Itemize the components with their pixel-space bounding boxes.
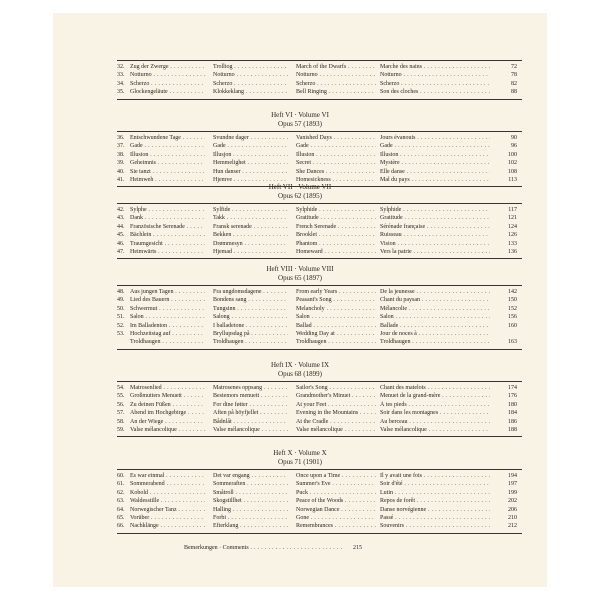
- title-french: Lutin . . .: [380, 489, 490, 497]
- page-number: 136: [508, 248, 517, 255]
- title-norwegian: Hjemve . . .: [213, 176, 288, 184]
- piece-row: [53, 392, 547, 400]
- title-french: Souvenirs . . .: [380, 522, 490, 530]
- piece-row: [53, 305, 547, 313]
- piece-list: [53, 472, 547, 531]
- title-german: Gade . . .: [130, 142, 205, 150]
- title-english: Wedding Day at . . .: [296, 330, 376, 338]
- piece-number: 64.: [117, 506, 125, 513]
- piece-number: 41.: [117, 176, 125, 183]
- piece-number: 53.: [117, 330, 125, 337]
- title-english: Gone . . .: [296, 514, 376, 522]
- title-german: Es war einmal . . .: [130, 472, 205, 480]
- title-german: Illusion . . .: [130, 151, 205, 159]
- piece-number: 55.: [117, 393, 125, 400]
- title-english: Brooklet . . .: [296, 231, 376, 239]
- piece-number: 62.: [117, 489, 125, 496]
- divider-top: [117, 469, 522, 470]
- page-number: 90: [511, 135, 517, 141]
- title-norwegian: Valse mélancolique . . .: [213, 426, 288, 434]
- piece-number: 58.: [117, 418, 125, 425]
- piece-number: 32.: [117, 64, 125, 70]
- piece-row: [53, 384, 547, 392]
- piece-list: [53, 134, 547, 184]
- page-number: 72: [511, 64, 517, 70]
- title-english: Puck . . .: [296, 489, 376, 497]
- page-number: 188: [508, 426, 517, 433]
- piece-row: [53, 426, 547, 434]
- title-french: Troldhaugen . . .: [380, 338, 490, 346]
- title-german: Heimweh . . .: [130, 176, 205, 184]
- page-number: 150: [508, 297, 517, 304]
- title-english: Valse mélancolique . . .: [296, 426, 376, 434]
- piece-number: 48.: [117, 289, 125, 295]
- piece-row: [53, 401, 547, 409]
- piece-row: [53, 313, 547, 321]
- title-norwegian: For dine føtter . . .: [213, 401, 288, 409]
- piece-number: 45.: [117, 232, 125, 239]
- divider-bottom: [117, 99, 522, 100]
- title-english: French Serenade . . .: [296, 223, 376, 231]
- divider-top: [117, 131, 522, 132]
- title-french: Menuet de la grand-mère . . .: [380, 392, 490, 400]
- page-number: 126: [508, 232, 517, 239]
- title-norwegian: Trolltog . . .: [213, 63, 288, 71]
- title-german: Schwermut . . .: [130, 305, 205, 313]
- title-german: Troldhaugen . . .: [130, 338, 205, 346]
- title-english: At your Feet . . .: [296, 401, 376, 409]
- piece-list: [53, 63, 547, 97]
- toc-section: [53, 111, 547, 187]
- title-english: Grandmother's Minuet . . .: [296, 392, 376, 400]
- page-number: 202: [508, 498, 517, 505]
- title-english: Sylphide . . .: [296, 206, 376, 214]
- title-norwegian: Notturno . . .: [213, 71, 288, 79]
- piece-row: [53, 472, 547, 480]
- title-french: Salon . . .: [380, 313, 490, 321]
- piece-row: [53, 240, 547, 248]
- piece-row: [53, 80, 547, 88]
- title-norwegian: Scherzo . . .: [213, 80, 288, 88]
- title-norwegian: Forbi . . .: [213, 514, 288, 522]
- opus-line: Opus 65 (1897): [278, 274, 322, 282]
- title-english: Peasant's Song . . .: [296, 296, 376, 304]
- title-french: Marche des nains . . .: [380, 63, 490, 71]
- title-french: Ballade . . .: [380, 322, 490, 330]
- title-french: Il y avait une fois . . .: [380, 472, 490, 480]
- title-german: Sie tanzt . . .: [130, 168, 205, 176]
- title-french: Ruisseau . . .: [380, 231, 490, 239]
- title-german: Nachklänge . . .: [130, 522, 205, 530]
- piece-list: [53, 206, 547, 256]
- page-number: 156: [508, 314, 517, 321]
- title-french: Sérénade française . . .: [380, 223, 490, 231]
- title-french: Sylphide . . .: [380, 206, 490, 214]
- volume-heading: [53, 183, 547, 201]
- title-english: March of the Dwarfs . . .: [296, 63, 376, 71]
- piece-row: [53, 522, 547, 530]
- title-english: Once upon a Time . . .: [296, 472, 376, 480]
- comments-page: 215: [353, 545, 362, 551]
- title-norwegian: Bekken . . .: [213, 231, 288, 239]
- title-german: Salon . . .: [130, 313, 205, 321]
- divider-bottom: [117, 436, 522, 437]
- piece-number: 37.: [117, 143, 125, 150]
- title-french: De la jeunesse . . .: [380, 288, 490, 296]
- title-norwegian: Fransk serenade . . .: [213, 223, 288, 231]
- title-french: Jour de noces à . . .: [380, 330, 490, 338]
- piece-row: [53, 418, 547, 426]
- page-number: 206: [508, 506, 517, 513]
- title-norwegian: Hun danser . . .: [213, 168, 288, 176]
- title-french: Soir dans les montagnes . . .: [380, 409, 490, 417]
- title-french: Son des cloches . . .: [380, 88, 490, 96]
- piece-row: [53, 480, 547, 488]
- piece-number: 50.: [117, 305, 125, 312]
- title-german: Heimwärts . . .: [130, 248, 205, 256]
- title-english: At the Cradle . . .: [296, 418, 376, 426]
- title-norwegian: Småtroll . . .: [213, 489, 288, 497]
- piece-row: [53, 231, 547, 239]
- title-french: Danse norvégienne . . .: [380, 506, 490, 514]
- title-english: Notturno . . .: [296, 71, 376, 79]
- piece-row: [53, 159, 547, 167]
- page-number: 88: [511, 89, 517, 96]
- opus-line: Opus 71 (1901): [278, 458, 322, 466]
- page-number: 184: [508, 410, 517, 417]
- title-german: Lied des Bauern . . .: [130, 296, 205, 304]
- title-english: Norwegian Dance . . .: [296, 506, 376, 514]
- piece-number: 43.: [117, 215, 125, 222]
- title-german: Scherzo . . .: [130, 80, 205, 88]
- toc-section: [53, 60, 547, 100]
- piece-row: [53, 71, 547, 79]
- piece-number: 47.: [117, 248, 125, 255]
- piece-row: [53, 63, 547, 71]
- title-german: Norwegischer Tanz . . .: [130, 506, 205, 514]
- title-german: Zug der Zwerge . . .: [130, 63, 205, 71]
- piece-number: 63.: [117, 498, 125, 505]
- volume-heading: [53, 361, 547, 379]
- piece-row: [53, 288, 547, 296]
- title-german: Valse mélancolique . . .: [130, 426, 205, 434]
- divider-top: [117, 381, 522, 382]
- page-number: 142: [508, 289, 517, 295]
- title-french: Elle danse . . .: [380, 168, 490, 176]
- title-german: Kobold . . .: [130, 489, 205, 497]
- title-norwegian: Halling . . .: [213, 506, 288, 514]
- piece-row: [53, 296, 547, 304]
- piece-number: 34.: [117, 80, 125, 87]
- title-french: Illusion . . .: [380, 151, 490, 159]
- title-norwegian: Bondens sang . . .: [213, 296, 288, 304]
- title-english: Melancholy . . .: [296, 305, 376, 313]
- title-english: Homesickness . . .: [296, 176, 376, 184]
- title-english: Salon . . .: [296, 313, 376, 321]
- title-german: Französische Serenade . . .: [130, 223, 205, 231]
- piece-row: [53, 214, 547, 222]
- piece-row: [53, 506, 547, 514]
- page-number: 197: [508, 481, 517, 488]
- volume-title: Heft VII · Volume VII: [268, 183, 332, 191]
- page-number: 100: [508, 151, 517, 158]
- title-german: Im Balladenton . . .: [130, 322, 205, 330]
- piece-number: 61.: [117, 481, 125, 488]
- piece-row: [53, 248, 547, 256]
- piece-row: [53, 514, 547, 522]
- title-english: Bell Ringing . . .: [296, 88, 376, 96]
- title-french: Scherzo . . .: [380, 80, 490, 88]
- volume-title: Heft VI · Volume VI: [271, 111, 329, 119]
- volume-heading: [53, 265, 547, 283]
- title-norwegian: Bådnlåt . . .: [213, 418, 288, 426]
- title-french: Mystère . . .: [380, 159, 490, 167]
- title-english: Troldhaugen . . .: [296, 338, 376, 346]
- title-english: Ballad . . .: [296, 322, 376, 330]
- piece-number: 49.: [117, 297, 125, 304]
- title-english: Summer's Eve . . .: [296, 480, 376, 488]
- piece-number: 39.: [117, 160, 125, 167]
- title-german: Waldesstille . . .: [130, 497, 205, 505]
- title-french: Mélancolie . . .: [380, 305, 490, 313]
- toc-section: [53, 361, 547, 437]
- opus-line: Opus 62 (1895): [278, 192, 322, 200]
- title-german: Glockengeläute . . .: [130, 88, 205, 96]
- title-english: Gratitude . . .: [296, 214, 376, 222]
- page-number: 176: [508, 393, 517, 400]
- title-german: Zu deinen Füßen . . .: [130, 401, 205, 409]
- title-german: Dank . . .: [130, 214, 205, 222]
- piece-row: [53, 134, 547, 142]
- page-number: 108: [508, 168, 517, 175]
- title-norwegian: Drømmesyn . . .: [213, 240, 288, 248]
- title-english: Homeward . . .: [296, 248, 376, 256]
- piece-number: 36.: [117, 135, 125, 141]
- title-english: She Dances . . .: [296, 168, 376, 176]
- title-french: Valse mélancolique . . .: [380, 426, 490, 434]
- piece-number: 46.: [117, 240, 125, 247]
- piece-row: [53, 338, 547, 346]
- piece-row: [53, 322, 547, 330]
- title-norwegian: Efterklang . . .: [213, 522, 288, 530]
- title-norwegian: Hjemad . . .: [213, 248, 288, 256]
- title-french: Soir d'été . . .: [380, 480, 490, 488]
- volume-heading: [53, 449, 547, 467]
- piece-number: 42.: [117, 207, 125, 213]
- title-norwegian: Gade . . .: [213, 142, 288, 150]
- volume-title: Heft IX · Volume IX: [270, 361, 330, 369]
- title-english: Evening in the Mountains . . .: [296, 409, 376, 417]
- volume-title: Heft VIII · Volume VIII: [266, 265, 334, 273]
- page-number: 152: [508, 305, 517, 312]
- title-norwegian: Klokkeklang . . .: [213, 88, 288, 96]
- page-number: 133: [508, 240, 517, 247]
- piece-row: [53, 88, 547, 96]
- comments-label: Bemerkungen · Comments . . .: [184, 543, 344, 553]
- page-number: 124: [508, 223, 517, 230]
- title-french: À tes pieds . . .: [380, 401, 490, 409]
- opus-line: Opus 68 (1899): [278, 370, 322, 378]
- title-norwegian: Troldhaugen . . .: [213, 338, 288, 346]
- piece-number: 66.: [117, 523, 125, 530]
- title-french: Vers la patrie . . .: [380, 248, 490, 256]
- page-number: 174: [508, 385, 517, 391]
- title-norwegian: Illusjon . . .: [213, 151, 288, 159]
- title-norwegian: Salong . . .: [213, 313, 288, 321]
- title-norwegian: Svundne dager . . .: [213, 134, 288, 142]
- page-number: 102: [508, 160, 517, 167]
- title-german: Sommerabend . . .: [130, 480, 205, 488]
- title-norwegian: Tungsinn . . .: [213, 305, 288, 313]
- title-french: Gratitude . . .: [380, 214, 490, 222]
- title-norwegian: I balladetone . . .: [213, 322, 288, 330]
- title-german: Traumgesicht . . .: [130, 240, 205, 248]
- title-english: Sailor's Song . . .: [296, 384, 376, 392]
- volume-title: Heft X · Volume X: [273, 449, 327, 457]
- title-german: Hochzeitstag auf . . .: [130, 330, 205, 338]
- title-french: Au berceau . . .: [380, 418, 490, 426]
- piece-row: [53, 497, 547, 505]
- page-number: 199: [508, 489, 517, 496]
- title-german: Geheimnis . . .: [130, 159, 205, 167]
- title-norwegian: Bestemors menuett . . .: [213, 392, 288, 400]
- page-number: 117: [508, 207, 517, 213]
- piece-number: 60.: [117, 473, 125, 479]
- title-german: Bächlein . . .: [130, 231, 205, 239]
- page-sheet: [53, 13, 547, 587]
- page-number: 210: [508, 514, 517, 521]
- page-number: 212: [508, 523, 517, 530]
- toc-section: [53, 265, 547, 350]
- title-german: Sylphe . . .: [130, 206, 205, 214]
- piece-row: [53, 330, 547, 338]
- title-german: Vorüber . . .: [130, 514, 205, 522]
- title-german: Abend im Hochgebirge . . .: [130, 409, 205, 417]
- title-french: Chant des matelots . . .: [380, 384, 490, 392]
- piece-row: [53, 206, 547, 214]
- title-german: Notturno . . .: [130, 71, 205, 79]
- title-german: Matrosenlied . . .: [130, 384, 205, 392]
- piece-list: [53, 288, 547, 347]
- title-norwegian: Aften på höyfjellet . . .: [213, 409, 288, 417]
- page-number: 96: [511, 143, 517, 150]
- title-norwegian: Skogstillhet . . .: [213, 497, 288, 505]
- divider-bottom: [117, 349, 522, 350]
- piece-number: 38.: [117, 151, 125, 158]
- opus-line: Opus 57 (1893): [278, 120, 322, 128]
- piece-row: [53, 151, 547, 159]
- page-number: 194: [508, 473, 517, 479]
- title-norwegian: Sylfide . . .: [213, 206, 288, 214]
- piece-row: [53, 168, 547, 176]
- divider-top: [117, 285, 522, 286]
- title-norwegian: Det var engang . . .: [213, 472, 288, 480]
- title-french: Repos de forêt . . .: [380, 497, 490, 505]
- piece-number: 40.: [117, 168, 125, 175]
- title-english: Secret . . .: [296, 159, 376, 167]
- piece-number: 52.: [117, 322, 125, 329]
- title-english: From early Years . . .: [296, 288, 376, 296]
- title-norwegian: Hemmelighet . . .: [213, 159, 288, 167]
- page-number: 78: [511, 72, 517, 79]
- page-number: 180: [508, 401, 517, 408]
- title-norwegian: Takk . . .: [213, 214, 288, 222]
- title-french: Notturno . . .: [380, 71, 490, 79]
- piece-number: 59.: [117, 426, 125, 433]
- volume-heading: [53, 111, 547, 129]
- title-norwegian: Matrosenes oppsang . . .: [213, 384, 288, 392]
- page-number: 82: [511, 80, 517, 87]
- piece-number: 57.: [117, 410, 125, 417]
- title-german: Aus jungen Tagen . . .: [130, 288, 205, 296]
- title-english: Illusion . . .: [296, 151, 376, 159]
- comments-entry: [53, 543, 547, 553]
- title-french: Gade . . .: [380, 142, 490, 150]
- divider-top: [117, 60, 522, 61]
- title-french: Passé . . .: [380, 514, 490, 522]
- title-french: Mal du pays . . .: [380, 176, 490, 184]
- title-french: Vision . . .: [380, 240, 490, 248]
- piece-row: [53, 223, 547, 231]
- piece-row: [53, 489, 547, 497]
- piece-number: 35.: [117, 89, 125, 96]
- title-german: Großmutters Menuett . . .: [130, 392, 205, 400]
- piece-row: [53, 409, 547, 417]
- title-english: Remembrances . . .: [296, 522, 376, 530]
- title-german: Entschwundene Tage . . .: [130, 134, 205, 142]
- divider-bottom: [117, 533, 522, 534]
- piece-number: 44.: [117, 223, 125, 230]
- toc-section: [53, 449, 547, 534]
- piece-number: 65.: [117, 514, 125, 521]
- title-german: An der Wiege . . .: [130, 418, 205, 426]
- piece-number: 56.: [117, 401, 125, 408]
- page-number: 163: [508, 339, 517, 346]
- title-english: Scherzo . . .: [296, 80, 376, 88]
- toc-section: [53, 183, 547, 259]
- title-english: Vanished Days . . .: [296, 134, 376, 142]
- title-french: Jours évanouis . . .: [380, 134, 490, 142]
- page-number: 121: [508, 215, 517, 222]
- piece-row: [53, 142, 547, 150]
- piece-number: 33.: [117, 72, 125, 79]
- page-number: 186: [508, 418, 517, 425]
- title-english: Phantom . . .: [296, 240, 376, 248]
- title-norwegian: Sommeraften . . .: [213, 480, 288, 488]
- piece-list: [53, 384, 547, 434]
- piece-number: 51.: [117, 314, 125, 321]
- divider-bottom: [117, 258, 522, 259]
- piece-number: 54.: [117, 385, 125, 391]
- page-number: 160: [508, 322, 517, 329]
- title-norwegian: Fra ungdomsdagene . . .: [213, 288, 288, 296]
- title-english: Gade . . .: [296, 142, 376, 150]
- page-number: 113: [508, 176, 517, 183]
- title-norwegian: Bryllupsdag på . . .: [213, 330, 288, 338]
- divider-top: [117, 203, 522, 204]
- title-english: Peace of the Woods . . .: [296, 497, 376, 505]
- title-french: Chant du paysan . . .: [380, 296, 490, 304]
